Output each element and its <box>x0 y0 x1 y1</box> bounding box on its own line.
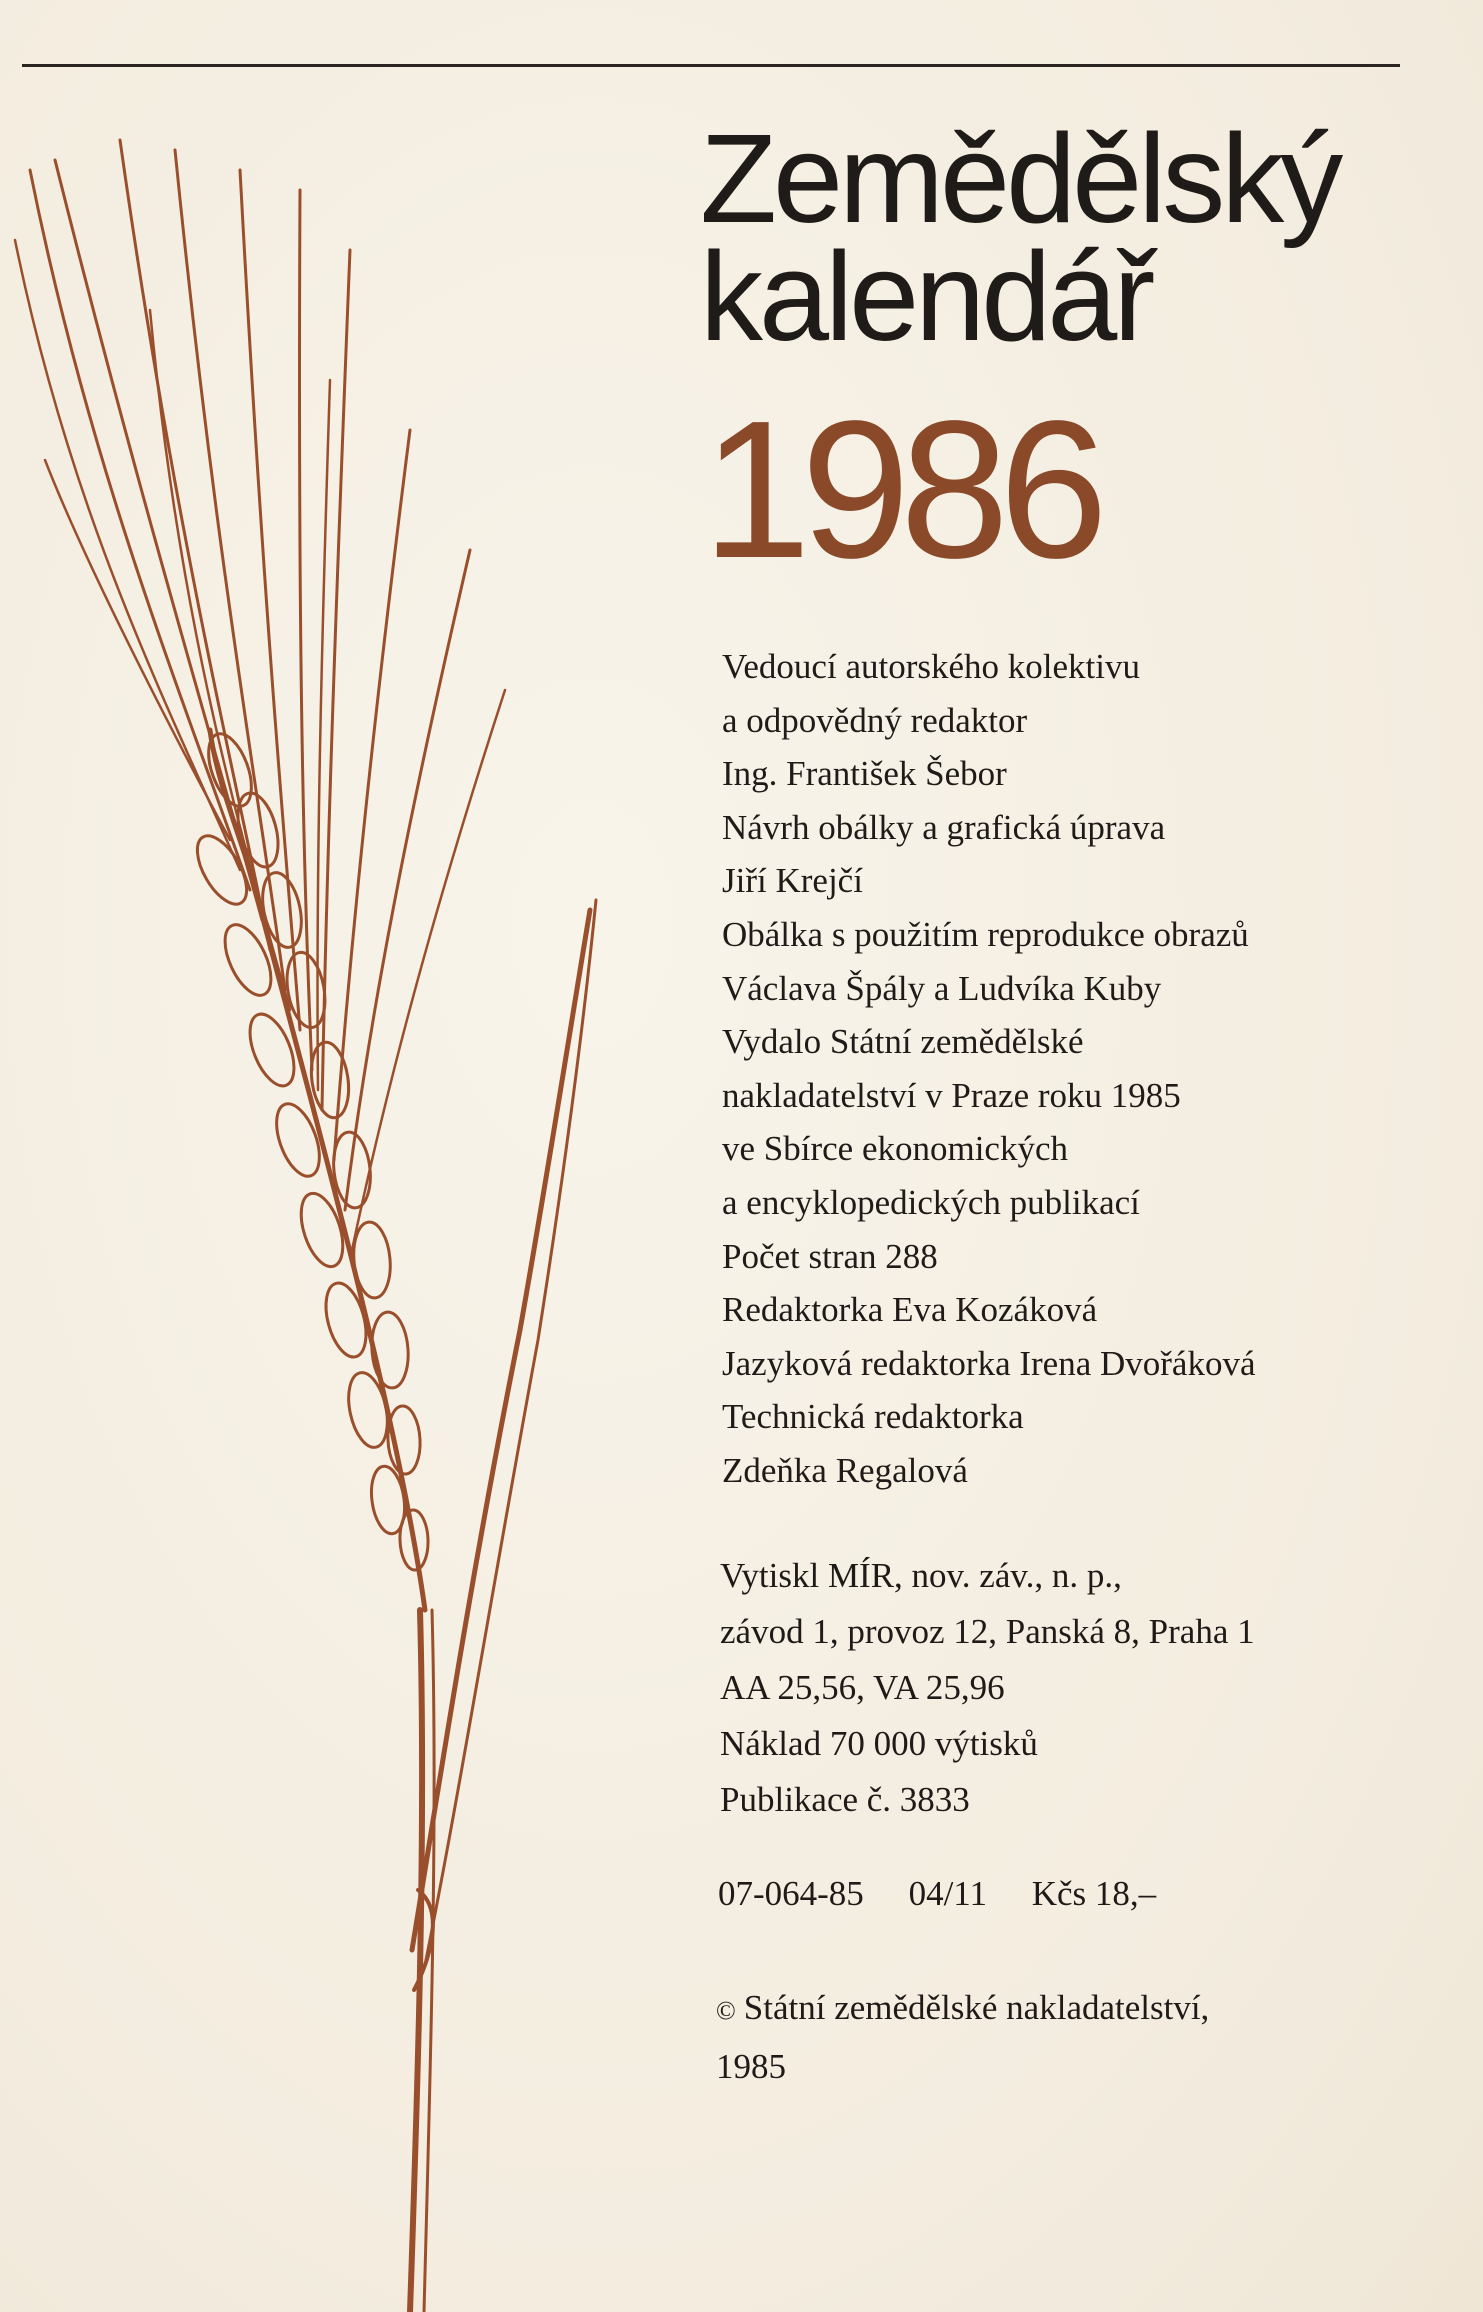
printing-info-block <box>720 1548 1400 1828</box>
book-title <box>700 108 1340 367</box>
credit-line: ve Sbírce ekonomických <box>722 1129 1069 1169</box>
credit-line: a encyklopedických publikací <box>722 1182 1140 1222</box>
printing-line: AA 25,56, VA 25,96 <box>720 1668 1005 1707</box>
order-number: 04/11 <box>908 1874 987 1913</box>
credit-line: Jazyková redaktorka Irena Dvořáková <box>722 1343 1256 1383</box>
credit-line: a odpovědný redaktor <box>722 700 1028 740</box>
copyright-line-1 <box>716 1980 1396 2039</box>
printing-line: závod 1, provoz 12, Panská 8, Praha 1 <box>720 1612 1255 1651</box>
credit-line: Technická redaktorka <box>722 1397 1024 1437</box>
credit-line: nakladatelství v Praze roku 1985 <box>722 1075 1181 1115</box>
copyright-icon: © <box>716 1996 736 2025</box>
barley-ear-icon <box>0 130 700 2312</box>
printing-line: Vytiskl MÍR, nov. záv., n. p., <box>720 1556 1122 1595</box>
top-rule <box>22 64 1400 67</box>
credit-line: Redaktorka Eva Kozáková <box>722 1290 1098 1330</box>
credits-block <box>722 640 1402 1498</box>
copyright-block <box>716 1980 1396 2095</box>
copyright-year: 1985 <box>716 2047 786 2086</box>
credit-line: Ing. František Šebor <box>722 754 1007 794</box>
printing-line: Náklad 70 000 výtisků <box>720 1724 1038 1763</box>
title-line-2: kalendář <box>700 226 1152 367</box>
credit-line: Václava Špály a Ludvíka Kuby <box>722 968 1162 1008</box>
price: Kčs 18,– <box>1031 1874 1157 1913</box>
credit-line: Vydalo Státní zemědělské <box>722 1022 1084 1062</box>
edition-year: 1986 <box>702 380 1099 599</box>
credit-line: Zdeňka Regalová <box>722 1450 968 1490</box>
credit-line: Návrh obálky a grafická úprava <box>722 807 1166 847</box>
credit-line: Počet stran 288 <box>722 1236 938 1276</box>
order-line <box>718 1870 1156 1918</box>
copyright-holder: Státní zemědělské nakladatelství, <box>743 1988 1210 2027</box>
credit-line: Vedoucí autorského kolektivu <box>722 647 1140 686</box>
printing-line: Publikace č. 3833 <box>720 1780 970 1819</box>
credit-line: Obálka s použitím reprodukce obrazů <box>722 914 1249 954</box>
credit-line: Jiří Krejčí <box>722 861 863 901</box>
title-line-1: Zemědělský <box>700 108 1340 249</box>
order-code: 07-064-85 <box>718 1874 864 1913</box>
